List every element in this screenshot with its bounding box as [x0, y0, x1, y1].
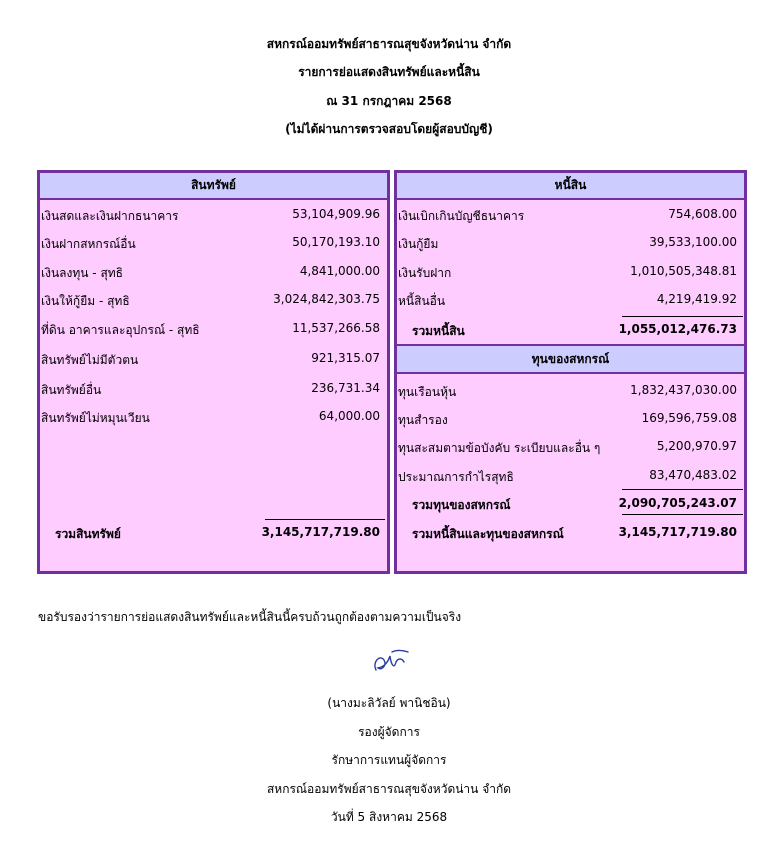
report-title: รายการย่อแสดงสินทรัพย์และหนี้สิน — [298, 65, 480, 79]
assets-total-value: 3,145,717,719.80 — [261, 525, 380, 539]
assets-header: สินทรัพย์ — [40, 173, 387, 200]
grand-total-row — [397, 518, 744, 546]
asset-value: 921,315.07 — [311, 351, 380, 365]
equity-value: 1,832,437,030.00 — [630, 383, 737, 397]
equity-row — [397, 404, 744, 432]
equity-header: ทุนของสหกรณ์ — [397, 344, 744, 374]
liability-value: 1,010,505,348.81 — [630, 264, 737, 278]
asset-row — [40, 374, 387, 402]
equity-label: ทุนเรือนหุ้น — [398, 385, 457, 399]
asset-value: 50,170,193.10 — [292, 235, 380, 249]
signature-mark — [362, 640, 418, 684]
assets-panel — [37, 170, 390, 574]
liabilities-equity-panel — [394, 170, 747, 574]
footer-org-name: สหกรณ์ออมทรัพย์สาธารณสุขจังหวัดน่าน จำกัด — [266, 782, 512, 796]
signature — [362, 640, 418, 684]
assets-total-row — [40, 518, 387, 546]
assets-total-label: รวมสินทรัพย์ — [55, 527, 121, 541]
liability-label: หนี้สินอื่น — [398, 294, 446, 308]
report-org-title: สหกรณ์ออมทรัพย์สาธารณสุขจังหวัดน่าน จำกัด — [266, 37, 512, 51]
asset-label: เงินสดและเงินฝากธนาคาร — [41, 209, 179, 223]
asset-row — [40, 344, 387, 372]
equity-row — [397, 376, 744, 404]
asset-value: 3,024,842,303.75 — [273, 292, 380, 306]
liability-value: 39,533,100.00 — [649, 235, 737, 249]
signer-position: รองผู้จัดการ — [358, 725, 420, 739]
liabilities-header: หนี้สิน — [397, 173, 744, 200]
liability-row — [397, 257, 744, 285]
asset-label: สินทรัพย์ไม่หมุนเวียน — [41, 411, 150, 425]
asset-value: 53,104,909.96 — [292, 207, 380, 221]
asset-row — [40, 402, 387, 430]
liability-label: เงินเบิกเกินบัญชีธนาคาร — [398, 209, 525, 223]
asset-label: เงินลงทุน - สุทธิ — [41, 266, 124, 280]
equity-value: 83,470,483.02 — [649, 468, 737, 482]
asset-value: 64,000.00 — [318, 409, 380, 423]
asset-row — [40, 200, 387, 228]
liability-label: เงินรับฝาก — [398, 266, 452, 280]
asset-row — [40, 314, 387, 342]
equity-value: 169,596,759.08 — [641, 411, 737, 425]
asset-value: 4,841,000.00 — [299, 264, 380, 278]
asset-label: เงินให้กู้ยืม - สุทธิ — [41, 294, 130, 308]
certification-text: ขอรับรองว่ารายการย่อแสดงสินทรัพย์และหนี้สินนี้ครบถ้วนถูกต้องตามความเป็นจริง — [38, 610, 462, 624]
equity-label: ทุนสะสมตามข้อบังคับ ระเบียบและอื่น ๆ — [398, 441, 601, 455]
grand-total-label: รวมหนี้สินและทุนของสหกรณ์ — [412, 527, 564, 541]
liability-value: 4,219,419.92 — [656, 292, 737, 306]
liabilities-total-value: 1,055,012,476.73 — [618, 322, 737, 336]
liability-label: เงินกู้ยืม — [398, 237, 439, 251]
asset-value: 11,537,266.58 — [292, 321, 380, 335]
equity-row — [397, 432, 744, 460]
asset-label: สินทรัพย์อื่น — [41, 383, 102, 397]
equity-row — [397, 461, 744, 489]
asset-label: สินทรัพย์ไม่มีตัวตน — [41, 353, 139, 367]
liability-row — [397, 200, 744, 228]
total-underline — [622, 514, 743, 515]
asset-value: 236,731.34 — [311, 381, 380, 395]
equity-total-value: 2,090,705,243.07 — [618, 496, 737, 510]
equity-total-row — [397, 489, 744, 517]
report-date: ณ 31 กรกฎาคม 2568 — [326, 94, 452, 108]
equity-label: ประมาณการกำไรสุทธิ — [398, 470, 514, 484]
asset-label: ที่ดิน อาคารและอุปกรณ์ - สุทธิ — [41, 323, 200, 337]
liability-row — [397, 285, 744, 313]
liability-row — [397, 228, 744, 256]
signed-date: วันที่ 5 สิงหาคม 2568 — [330, 810, 448, 824]
asset-label: เงินฝากสหกรณ์อื่น — [41, 237, 136, 251]
liabilities-total-label: รวมหนี้สิน — [412, 324, 465, 338]
liability-value: 754,608.00 — [668, 207, 737, 221]
grand-total-value: 3,145,717,719.80 — [618, 525, 737, 539]
equity-value: 5,200,970.97 — [656, 439, 737, 453]
equity-total-label: รวมทุนของสหกรณ์ — [412, 498, 511, 512]
liabilities-total-row — [397, 315, 744, 343]
audit-note: (ไม่ได้ผ่านการตรวจสอบโดยผู้สอบบัญชี) — [285, 122, 493, 136]
signer-name: (นางมะลิวัลย์ พานิชอิน) — [327, 696, 451, 710]
equity-label: ทุนสำรอง — [398, 413, 448, 427]
asset-row — [40, 285, 387, 313]
asset-row — [40, 257, 387, 285]
signer-acting-role: รักษาการแทนผู้จัดการ — [331, 753, 447, 767]
asset-row — [40, 228, 387, 256]
